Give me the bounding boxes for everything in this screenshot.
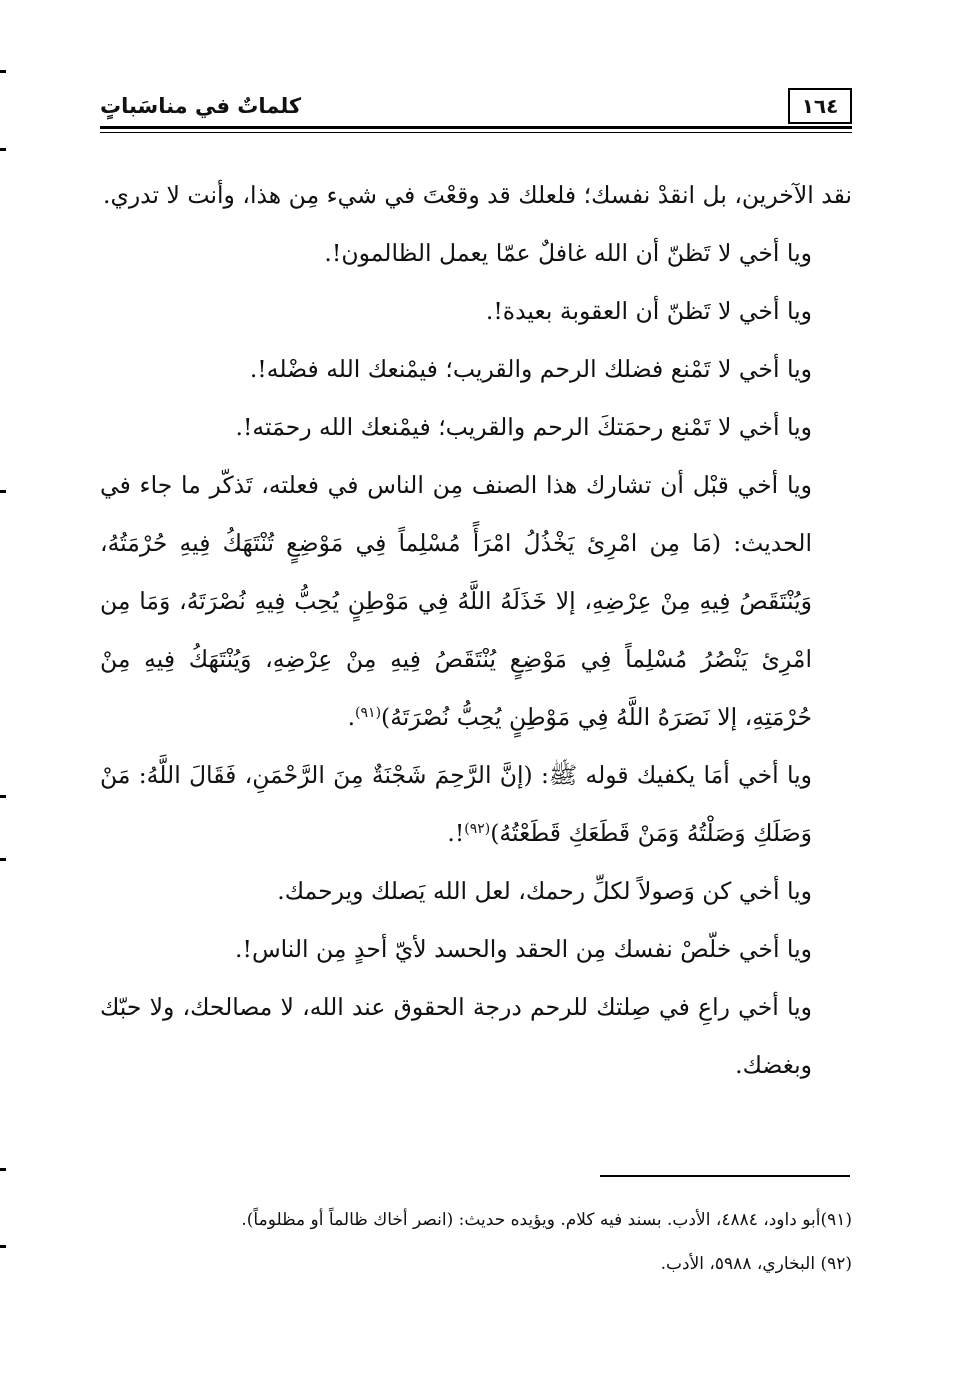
period: . xyxy=(347,703,356,731)
hadith-intro: ويا أخي قبْل أن تشارك هذا الصنف مِن الناس في فعلته، تَذكّر ما جاء في الحديث: xyxy=(100,471,812,557)
footnote-92: (٩٢) البخاري، ٥٩٨٨، الأدب. xyxy=(660,1254,852,1274)
paragraph: ويا أخي خلّصْ نفسك مِن الحقد والحسد لأيّ أحدٍ مِن الناس!. xyxy=(235,935,812,963)
exclaim: !. xyxy=(447,819,465,847)
header-rule-thick xyxy=(100,126,852,129)
paragraph: نقد الآخرين، بل انقدْ نفسك؛ فلعلك قد وقعْتَ في شيء مِن هذا، وأنت لا تدري. xyxy=(102,181,852,209)
paragraph: ويا أخي لا تَظنّ أن العقوبة بعيدة!. xyxy=(485,297,812,325)
paragraph: ويا أخي لا تَمْنع فضلك الرحم والقريب؛ فيمْنعك الله فضْله!. xyxy=(249,355,812,383)
paragraph: ويا أخي لا تَظنّ أن الله غافلٌ عمّا يعمل الظالمون!. xyxy=(324,239,812,267)
paragraph: ويا أخي كن وَصولاً لكلِّ رحمك، لعل الله يَصلك ويرحمك. xyxy=(277,877,812,905)
hadith-intro-2: ويا أخي أمَا يكفيك قوله ﷺ: xyxy=(540,761,812,789)
margin-mark xyxy=(0,1168,6,1171)
margin-mark xyxy=(0,1245,6,1248)
page-number: ١٦٤ xyxy=(788,88,852,124)
paragraph: ويا أخي راعِ في صِلتك للرحم درجة الحقوق عند الله، لا مصالحك، ولا حبّك وبغضك. xyxy=(100,993,812,1079)
page-header xyxy=(100,88,852,134)
running-title: كلماتٌ في مناسَباتٍ xyxy=(100,94,302,118)
footnote-ref-91[interactable]: (٩١) xyxy=(355,705,382,721)
margin-mark xyxy=(0,148,6,151)
footnote-separator xyxy=(600,1175,850,1177)
paragraph-hadith-2 xyxy=(100,746,852,862)
paragraph: ويا أخي لا تَمْنع رحمَتكَ الرحم والقريب؛ فيمْنعك الله رحمَته!. xyxy=(235,413,812,441)
footnote-ref-92[interactable]: (٩٢) xyxy=(464,821,491,837)
paragraph-hadith-intro xyxy=(100,456,852,746)
header-rule-thin xyxy=(100,132,852,133)
hadith-quote-92: (إنَّ الرَّحِمَ شَجْنَةٌ مِنَ الرَّحْمَنِ، فَقَالَ اللَّهُ: مَنْ وَصَلَكِ وَصَلْتُهُ وَمَنْ قَطَعَكِ قَطَعْتُهُ) xyxy=(100,761,812,847)
hadith-quote-91: (مَا مِن امْرِئ يَخْذُلُ امْرَأً مُسْلِماً فِي مَوْضِعٍ تُنْتَهَكُ فِيهِ حُرْمَتُهُ، وَيُنْتَقَصُ فِيهِ مِنْ عِرْضِهِ، إلا خَذَلَهُ اللَّهُ فِي مَوْطِنٍ يُحِبُّ فِيهِ نُصْرَتَهُ، وَمَا مِن امْرِئ يَنْصُرُ مُسْلِماً فِي مَوْضِعٍ يُنْتَقَصُ فِيهِ مِنْ عِرْضِهِ، وَيُنْتَهَكُ فِيهِ مِنْ حُرْمَتِهِ، إلا نَصَرَهُ اللَّهُ فِي مَوْطِنٍ يُحِبُّ نُصْرَتَهُ) xyxy=(100,529,812,731)
body-text xyxy=(100,166,852,1094)
margin-mark xyxy=(0,490,6,493)
margin-mark xyxy=(0,70,6,73)
margin-mark xyxy=(0,858,6,861)
margin-mark xyxy=(0,795,6,798)
footnote-91: (٩١)أبو داود، ٤٨٨٤، الأدب. بسند فيه كلام. ويؤيده حديث: (انصر أخاك ظالماً أو مظلوماً). xyxy=(241,1210,852,1230)
footnotes xyxy=(100,1198,852,1286)
